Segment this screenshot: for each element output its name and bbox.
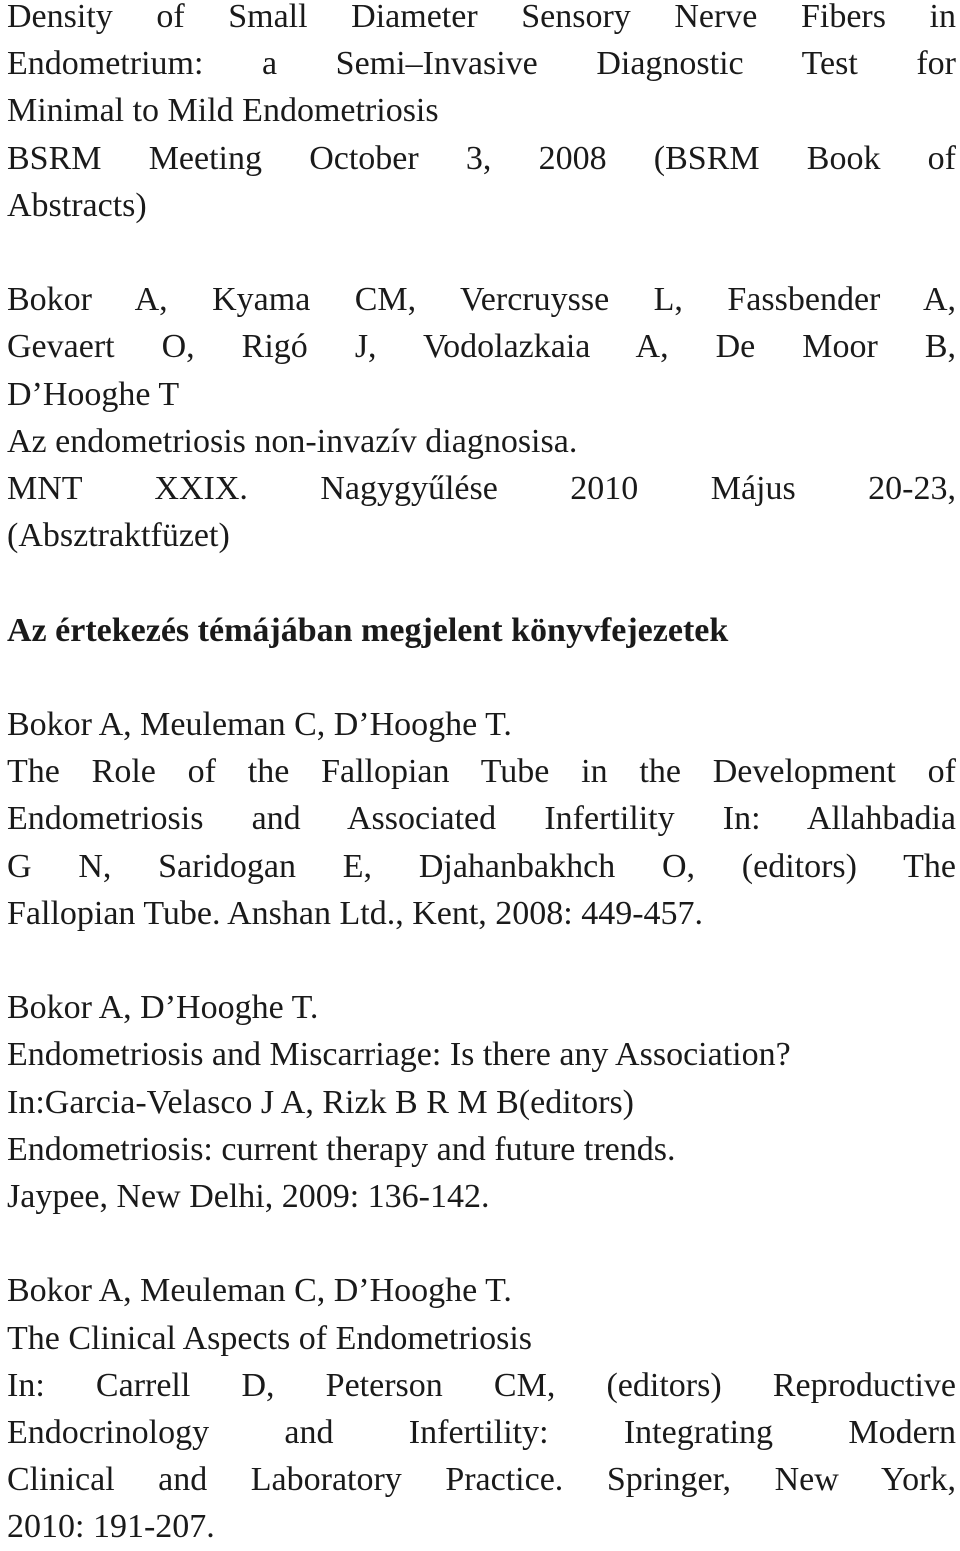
chapter-line: Endometriosis and Associated Infertility In: Allahbadia [7, 800, 956, 838]
chapter-line: 2010: 191-207. [7, 1508, 215, 1546]
chapter-entry-2 [7, 984, 956, 1220]
chapter-line: Endometriosis and Miscarriage: Is there any Association? [7, 1036, 791, 1074]
abstract-authors-line: Gevaert O, Rigó J, Vodolazkaia A, De Moor B, [7, 328, 956, 366]
chapter-line: In: Carrell D, Peterson CM, (editors) Reproductive [7, 1366, 956, 1404]
spacer [7, 1220, 956, 1267]
spacer [7, 229, 956, 276]
abstract-venue-line: MNT XXIX. Nagygyűlése 2010 Május 20-23, [7, 470, 956, 508]
chapter-line: Clinical and Laboratory Practice. Springer, New York, [7, 1461, 956, 1499]
abstract-title-line: Density of Small Diameter Sensory Nerve Fibers in [7, 0, 956, 35]
chapter-line: Endocrinology and Infertility: Integrating Modern [7, 1414, 956, 1452]
abstract-venue-line: (Absztraktfüzet) [7, 517, 230, 555]
abstract-venue-line: Abstracts) [7, 186, 147, 224]
chapter-line: Endometriosis: current therapy and future trends. [7, 1130, 676, 1168]
chapter-line: Jaypee, New Delhi, 2009: 136-142. [7, 1178, 490, 1216]
chapter-authors: Bokor A, D’Hooghe T. [7, 989, 319, 1027]
chapter-line: Fallopian Tube. Anshan Ltd., Kent, 2008: 449-457. [7, 894, 704, 932]
chapter-line: The Role of the Fallopian Tube in the Development of [7, 753, 956, 791]
abstract-entry-2 [7, 276, 956, 559]
chapter-entry-3 [7, 1267, 956, 1550]
chapter-entry-1 [7, 701, 956, 937]
abstract-title-line: Minimal to Mild Endometriosis [7, 92, 439, 130]
spacer [7, 654, 956, 701]
abstract-title-line: Endometrium: a Semi–Invasive Diagnostic Test for [7, 45, 956, 83]
section-heading: Az értekezés témájában megjelent könyvfejezetek [7, 611, 729, 649]
chapter-line: The Clinical Aspects of Endometriosis [7, 1319, 533, 1357]
chapter-line: In:Garcia-Velasco J A, Rizk B R M B(editors) [7, 1083, 634, 1121]
spacer [7, 937, 956, 984]
chapter-authors: Bokor A, Meuleman C, D’Hooghe T. [7, 706, 512, 743]
abstract-authors-line: D’Hooghe T [7, 375, 180, 413]
abstract-venue-line: BSRM Meeting October 3, 2008 (BSRM Book of [7, 139, 956, 177]
spacer [7, 559, 956, 606]
chapter-authors: Bokor A, Meuleman C, D’Hooghe T. [7, 1272, 512, 1310]
abstract-authors-line: Bokor A, Kyama CM, Vercruysse L, Fassbender A, [7, 281, 956, 319]
chapter-line: G N, Saridogan E, Djahanbakhch O, (editors) The [7, 847, 956, 885]
abstract-title: Az endometriosis non-invazív diagnosisa. [7, 422, 578, 460]
abstract-entry-1 [7, 0, 956, 229]
